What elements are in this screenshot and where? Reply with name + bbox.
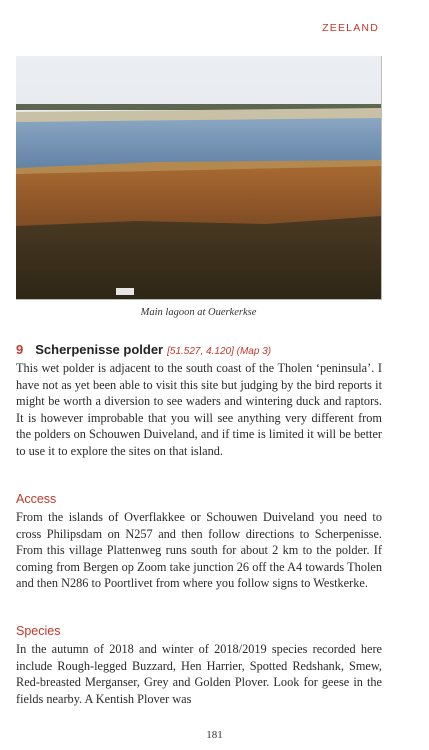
page-number: 181 <box>206 729 223 741</box>
access-paragraph: From the islands of Overflakkee or Schouwen Duiveland you need to cross Philipsdam on N257 and then follow directions to Scherpenisse. From this village Plattenweg runs south for about 2 km to the polder. If coming from Bergen op Zoom take junction 26 off the A4 towards Tholen and then N286 to Poortlivet from where you follow signs to Westkerke. <box>16 510 382 591</box>
site-intro-paragraph: This wet polder is adjacent to the south coast of the Tholen ‘peninsula’. I have not as yet been able to visit this site but judging by the bird reports it might be worth a diversion to see waders and wintering duck and raptors. It is however improbable that you will see anything very different from the polders on Schouwen Duiveland, and if time is limited it will be better to use it to explore the sites on that island. <box>16 361 382 458</box>
photo-caption: Main lagoon at Ouerkerkse <box>140 307 257 318</box>
access-heading: Access <box>16 492 57 506</box>
site-coordinates: [51.527, 4.120] (Map 3) <box>167 346 272 357</box>
site-heading <box>16 342 396 360</box>
site-number: 9 <box>16 342 24 357</box>
species-heading: Species <box>16 624 61 638</box>
lagoon-photo-image <box>16 56 381 299</box>
running-head: ZEELAND <box>322 22 379 34</box>
site-title: Scherpenisse polder <box>35 342 164 357</box>
species-paragraph: In the autumn of 2018 and winter of 2018/2019 species recorded here include Rough-legged Buzzard, Hen Harrier, Spotted Redshank, Smew, Red-breasted Merganser, Grey and Golden Plover. Look for geese in the fields nearby. A Kentish Plover was <box>16 642 382 706</box>
lagoon-photo <box>16 56 382 300</box>
